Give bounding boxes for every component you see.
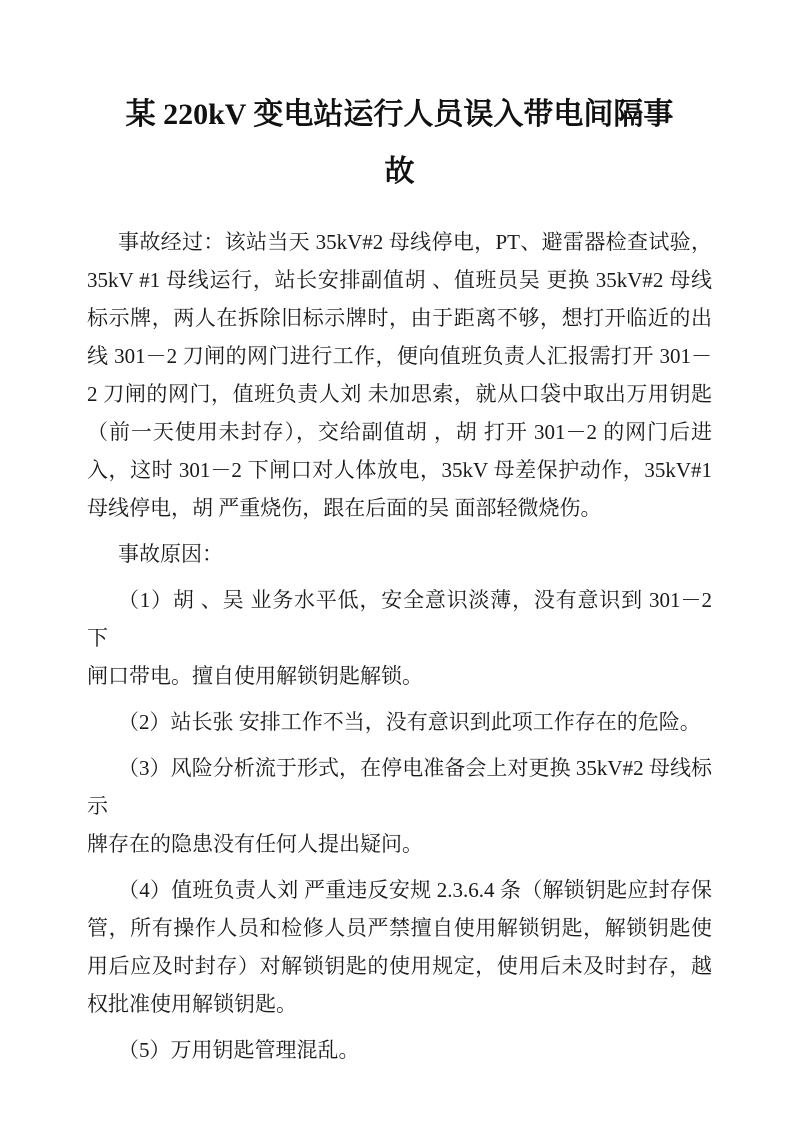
text-line: 用后应及时封存）对解锁钥匙的使用规定，使用后未及时封存，越 [87,954,712,978]
text-line: （5）万用钥匙管理混乱。 [118,1038,360,1062]
text-line: 线 301－2 刀闸的网门进行工作，便向值班负责人汇报需打开 301－ [87,344,712,368]
text-line: 入，这时 301－2 下闸口对人体放电，35kV 母差保护动作，35kV#1 [87,458,712,482]
heading-accident-causes [87,535,712,573]
title-line: 某 220kV 变电站运行人员误入带电间隔事 [125,98,674,131]
paragraph-accident-course [87,223,712,527]
text-line: 2 刀闸的网门，值班负责人刘 未加思索，就从口袋中取出万用钥匙 [87,382,712,406]
text-line: （1）胡 、吴 业务水平低，安全意识淡薄，没有意识到 301－2 下 [87,588,712,650]
text-line: 牌存在的隐患没有任何人提出疑问。 [87,832,423,856]
text-line: （前一天使用未封存），交给副值胡 ，胡 打开 301－2 的网门后进 [87,420,712,444]
text-line: （4）值班负责人刘 严重违反安规 2.3.6.4 条（解锁钥匙应封存保 [118,878,712,902]
paragraph-cause-1 [87,581,712,695]
text-line: （2）站长张 安排工作不当，没有意识到此项工作存在的危险。 [118,710,701,734]
text-line: 母线停电，胡 严重烧伤，跟在后面的吴 面部轻微烧伤。 [87,496,602,520]
text-line: 权批准使用解锁钥匙。 [87,992,297,1016]
text-line: 35kV #1 母线运行，站长安排副值胡 、值班员吴 更换 35kV#2 母线 [87,268,712,292]
text-line: 事故原因： [118,542,223,566]
text-line: （3）风险分析流于形式，在停电准备会上对更换 35kV#2 母线标示 [87,756,712,818]
text-line: 事故经过：该站当天 35kV#2 母线停电，PT、避雷器检查试验， [118,230,712,254]
paragraph-cause-3 [87,749,712,863]
document-title [87,86,712,200]
paragraph-cause-2 [87,703,712,741]
text-line: 闸口带电。擅自使用解锁钥匙解锁。 [87,664,423,688]
text-line: 管，所有操作人员和检修人员严禁擅自使用解锁钥匙，解锁钥匙使 [87,916,712,940]
paragraph-cause-4 [87,871,712,1023]
title-line: 故 [384,155,415,188]
paragraph-cause-5 [87,1031,712,1069]
text-line: 标示牌，两人在拆除旧标示牌时，由于距离不够，想打开临近的出 [87,306,712,330]
